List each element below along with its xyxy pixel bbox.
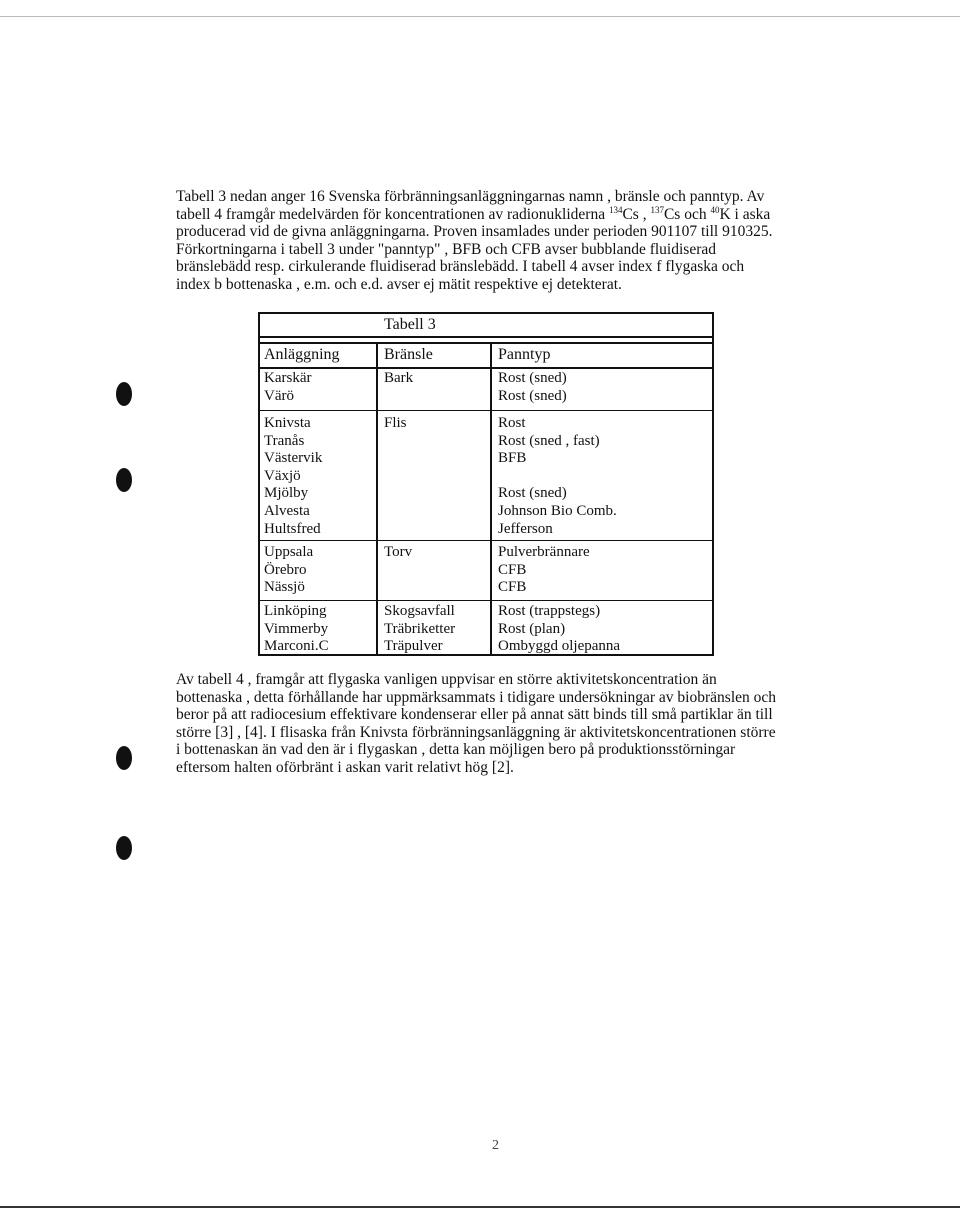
binder-hole-mark [116, 836, 132, 860]
intro-line-nuclides: tabell 4 framgår medelvärden för koncentrationen av radionukliderna $^{134}$Cs , $^{137}$Cs och $^{40}$K i aska [176, 204, 771, 223]
group-divider [260, 410, 712, 411]
results-line: i bottenaskan än vad den är i flygaskan , detta kan möjligen bero på produktionsstörningar [176, 741, 736, 759]
intro-line: Förkortningarna i tabell 3 under "panntyp" , BFB och CFB avser bubblande fluidiserad [176, 240, 716, 258]
fuel-list: Skogsavfall Träbriketter Träpulver [384, 603, 456, 655]
fuel-list: Torv [384, 544, 413, 560]
table-header-row [260, 342, 712, 369]
intro-line: index b bottenaska , e.m. och e.d. avser ej mätit respektive ej detekterat. [176, 275, 622, 293]
intro-line: producerad vid de givna anläggningarna. Proven insamlades under perioden 901107 till 910325. [176, 223, 773, 241]
intro-line: bränslebädd resp. cirkulerande fluidiserad bränslebädd. I tabell 4 avser index f flygaska och [176, 258, 745, 276]
page-number: 2 [492, 1138, 499, 1153]
table-title: Tabell 3 [384, 316, 436, 333]
header-anlaggning: Anläggning [264, 346, 340, 363]
fuel-list: Flis [384, 415, 407, 431]
results-line: beror på att radiocesium effektivare kondenserar eller på annat sätt binds till små partiklar än till [176, 706, 773, 724]
boiler-list: Rost (sned) Rost (sned) [498, 370, 567, 404]
scan-artifact-bottom [0, 1206, 960, 1208]
binder-hole-mark [116, 468, 132, 492]
group-divider [260, 540, 712, 541]
boiler-list: Pulverbrännare CFB CFB [498, 544, 590, 596]
scan-artifact-top [0, 16, 960, 17]
results-line: eftersom halten oförbränt i askan varit relativt hög [2]. [176, 758, 514, 776]
plant-list: Linköping Vimmerby Marconi.C [264, 603, 329, 655]
results-paragraph [176, 671, 836, 777]
table-title-row [260, 314, 712, 338]
binder-hole-mark [116, 382, 132, 406]
results-line: Av tabell 4 , framgår att flygaska vanligen uppvisar en större aktivitetskoncentration än [176, 671, 717, 688]
group-divider [260, 600, 712, 601]
column-divider [376, 343, 378, 654]
results-line: större [3] , [4]. I flisaska från Knivsta förbränningsanläggning är aktivitetskoncentrationen större [176, 723, 776, 741]
boiler-list: Rost Rost (sned , fast) BFB Rost (sned) Johnson Bio Comb. Jefferson [498, 415, 617, 537]
intro-line: Tabell 3 nedan anger 16 Svenska förbränningsanläggningarnas namn , bränsle och panntyp. Av [176, 188, 765, 205]
plant-list: Knivsta Tranås Västervik Växjö Mjölby Alvesta Hultsfred [264, 415, 323, 537]
plant-list: Karskär Värö [264, 370, 312, 404]
binder-hole-mark [116, 746, 132, 770]
intro-paragraph [176, 188, 836, 294]
plant-list: Uppsala Örebro Nässjö [264, 544, 314, 596]
header-bransle: Bränsle [384, 346, 433, 363]
results-line: bottenaska , detta förhållande har uppmärksammats i tidigare undersökningar av biobränslen och [176, 688, 777, 706]
boiler-list: Rost (trappstegs) Rost (plan) Ombyggd oljepanna [498, 603, 621, 655]
table-3 [258, 312, 714, 656]
header-panntyp: Panntyp [498, 346, 551, 363]
fuel-list: Bark [384, 370, 414, 386]
column-divider [490, 343, 492, 654]
